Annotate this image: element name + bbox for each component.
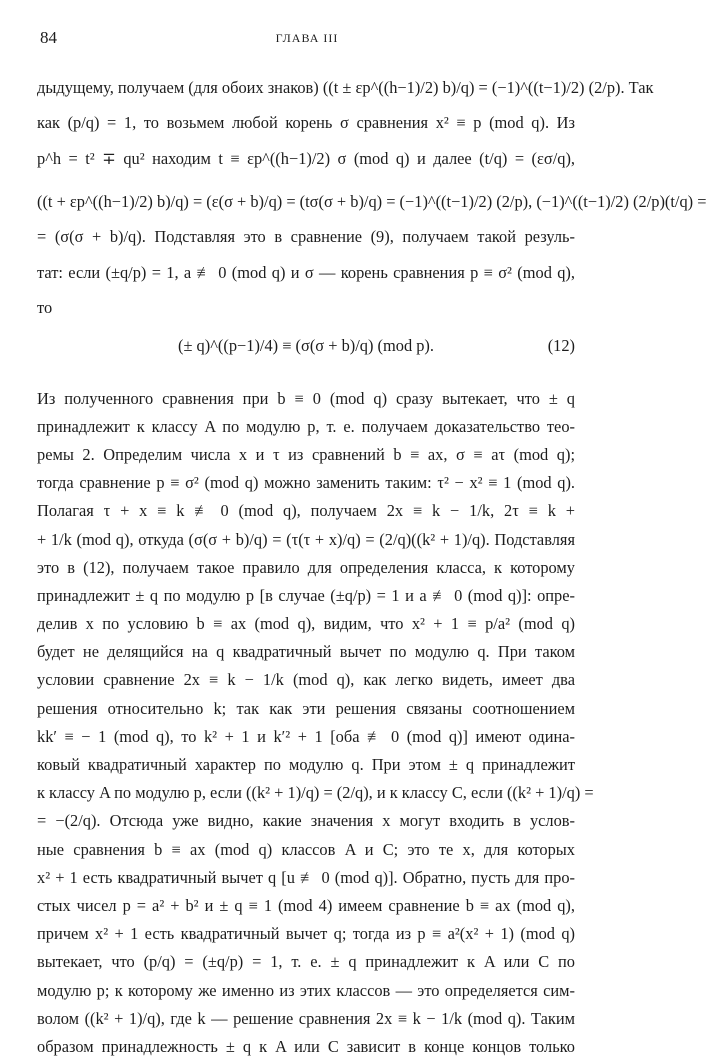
chapter-title: ГЛАВА III [275, 31, 339, 45]
text-line: делив x по условию b ≡ ax (mod q), видим, что x² + 1 ≡ p/a² (mod q) [37, 614, 575, 634]
text-line: стых чисел p = a² + b² и ± q ≡ 1 (mod 4) имеем сравнение b ≡ ax (mod q), [37, 895, 575, 915]
text-line: ковый квадратичный характер по модулю q. При этом ± q принадлежит [37, 755, 575, 774]
equation-number: (12) [547, 335, 575, 355]
text-line: это в (12), получаем такое правило для определения класса, к которому [37, 557, 575, 577]
text-line: то [37, 298, 53, 318]
text-line: модулю p; к которому же именно из этих классов — это определяется сим- [37, 980, 575, 1000]
text-line: принадлежит ± q по модулю p [в случае (±q/p) = 1 и a ≢ 0 (mod q)]: опре- [37, 585, 575, 605]
text-line: вытекает, что (p/q) = (±q/p) = 1, т. е. ± q принадлежит к A или C по [37, 952, 575, 972]
text-line: к классу A по модулю p, если ((k² + 1)/q) = (2/q), и к классу C, если ((k² + 1)/q) = [37, 783, 594, 803]
paragraph-block [37, 66, 706, 323]
text-body [37, 66, 706, 1061]
text-line: решения относительно k; так как эти решения связаны соотношением [37, 698, 575, 718]
text-line: условии сравнение 2x ≡ k − 1/k (mod q), как легко видеть, имеет два [37, 670, 575, 690]
text-line: ремы 2. Определим числа x и τ из сравнений b ≡ ax, σ ≡ aτ (mod q); [37, 444, 575, 464]
text-line: тат: если (±q/p) = 1, a ≢ 0 (mod q) и σ — корень сравнения p ≡ σ² (mod q), [37, 263, 575, 283]
paragraph-block [37, 385, 594, 1061]
text-line: образом принадлежность ± q к A или C зависит в конце концов только [37, 1036, 575, 1056]
text-line: = (σ(σ + b)/q). Подставляя это в сравнение (9), получаем такой резуль- [37, 227, 575, 247]
text-line: Полагая τ + x ≡ k ≢ 0 (mod q), получаем 2x ≡ k − 1/k, 2τ ≡ k + [37, 501, 575, 521]
text-line: x² + 1 есть квадратичный вычет q [u ≢ 0 (mod q)]. Обратно, пусть для про- [37, 867, 575, 887]
page-number: 84 [40, 28, 57, 47]
equation-formula: (± q)^((p−1)/4) ≡ (σ(σ + b)/q) (mod p). [178, 335, 434, 355]
text-line: ((t + εp^((h−1)/2) b)/q) = (ε(σ + b)/q) = (tσ(σ + b)/q) = (−1)^((t−1)/2) (2/p), (−1)^((t−1)/2) (2/p)(t/q) = [37, 192, 706, 212]
text-line: kk′ ≡ − 1 (mod q), то k² + 1 и k′² + 1 [оба ≢ 0 (mod q)] имеют одина- [37, 726, 575, 746]
text-line: Из полученного сравнения при b ≡ 0 (mod q) сразу вытекает, что ± q [37, 388, 575, 408]
text-line: тогда сравнение p ≡ σ² (mod q) можно заменить таким: τ² − x² ≡ 1 (mod q). [37, 473, 575, 493]
text-line: = −(2/q). Отсюда уже видно, какие значения x могут входить в услов- [37, 811, 575, 831]
running-header [40, 28, 574, 50]
text-line: волом ((k² + 1)/q), где k — решение сравнения 2x ≡ k − 1/k (mod q). Таким [37, 1008, 575, 1028]
text-line: ные сравнения b ≡ ax (mod q) классов A и C; это те x, для которых [37, 839, 575, 859]
text-line: будет не делящийся на q квадратичный вычет по модулю q. При таком [37, 642, 575, 662]
text-line: причем x² + 1 есть квадратичный вычет q; тогда из p ≡ a²(x² + 1) (mod q) [37, 924, 575, 944]
text-line: как (p/q) = 1, то возьмем любой корень σ сравнения x² ≡ p (mod q). Из [37, 113, 575, 132]
display-equation [37, 323, 575, 369]
text-line: дыдущему, получаем (для обоих знаков) ((t ± εp^((h−1)/2) b)/q) = (−1)^((t−1)/2) (2/p). Так [37, 78, 654, 97]
text-line: + 1/k (mod q), откуда (σ(σ + b)/q) = (τ(τ + x)/q) = (2/q)((k² + 1)/q). Подставляя [37, 529, 575, 549]
text-line: принадлежит к классу A по модулю p, т. е. получаем доказательство тео- [37, 416, 575, 436]
text-line: p^h = t² ∓ qu² находим t ≡ εp^((h−1)/2) σ (mod q) и далее (t/q) = (εσ/q), [37, 149, 575, 169]
